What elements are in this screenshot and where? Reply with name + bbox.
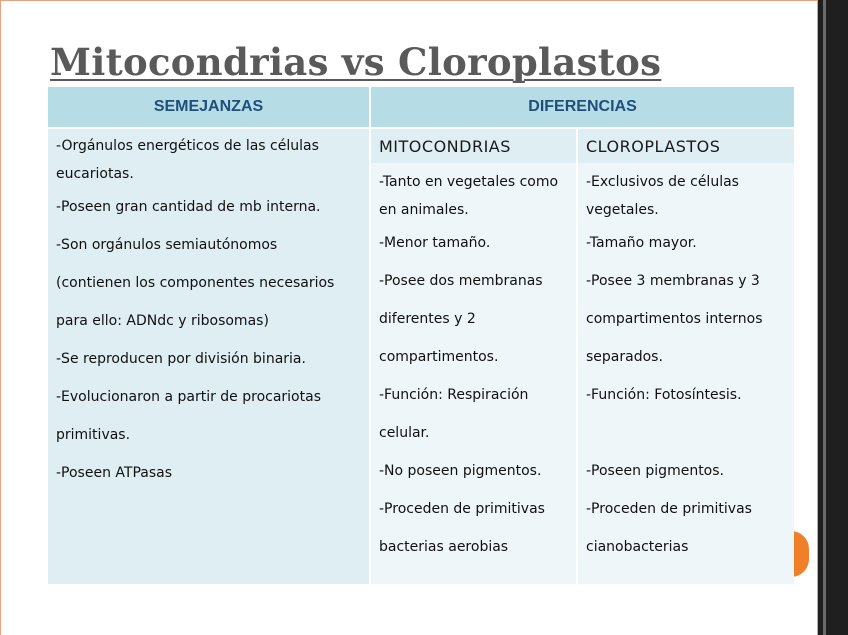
- list-item: -Poseen ATPasas: [56, 465, 173, 481]
- list-item: -Poseen pigmentos.: [586, 463, 724, 479]
- subheader-mitocondrias: MITOCONDRIAS: [370, 128, 577, 163]
- list-item: -Poseen gran cantidad de mb interna.: [56, 199, 321, 215]
- list-item: -Posee 3 membranas y 3: [586, 273, 760, 289]
- list-item: -Menor tamaño.: [379, 235, 491, 251]
- spacer: [586, 414, 788, 452]
- mitocondrias-cell: [370, 163, 577, 584]
- list-item: -Orgánulos energéticos de las células eucariotas.: [56, 138, 319, 182]
- comparison-table: [48, 87, 794, 584]
- semejanzas-cell: [48, 128, 370, 584]
- header-diferencias: DIFERENCIAS: [370, 87, 794, 128]
- list-item: separados.: [586, 349, 663, 365]
- list-item: para ello: ADNdc y ribosomas): [56, 313, 269, 329]
- slide-border-bar: [818, 0, 848, 635]
- page-title: Mitocondrias vs Cloroplastos: [50, 40, 662, 84]
- list-item: -Evolucionaron a partir de procariotas: [56, 389, 321, 405]
- list-item: cianobacterias: [586, 539, 689, 555]
- list-item: compartimentos internos: [586, 311, 763, 327]
- list-item: compartimentos.: [379, 349, 499, 365]
- subheader-cloroplastos: CLOROPLASTOS: [577, 128, 794, 163]
- list-item: -Función: Fotosíntesis.: [586, 387, 742, 403]
- list-item: -Proceden de primitivas: [379, 501, 545, 517]
- list-item: -Tamaño mayor.: [586, 235, 697, 251]
- list-item: diferentes y 2: [379, 311, 476, 327]
- list-item: -Proceden de primitivas: [586, 501, 752, 517]
- list-item: -Se reproducen por división binaria.: [56, 351, 306, 367]
- list-item: bacterias aerobias: [379, 539, 509, 555]
- list-item: -Posee dos membranas: [379, 273, 543, 289]
- list-item: -Son orgánulos semiautónomos: [56, 237, 278, 253]
- list-item: (contienen los componentes necesarios: [56, 275, 335, 291]
- cloroplastos-cell: [577, 163, 794, 584]
- header-semejanzas: SEMEJANZAS: [48, 87, 370, 128]
- list-item: -Función: Respiración: [379, 387, 529, 403]
- list-item: -Exclusivos de células vegetales.: [586, 174, 739, 218]
- list-item: celular.: [379, 425, 430, 441]
- list-item: primitivas.: [56, 427, 131, 443]
- list-item: -Tanto en vegetales como en animales.: [379, 174, 559, 218]
- list-item: -No poseen pigmentos.: [379, 463, 542, 479]
